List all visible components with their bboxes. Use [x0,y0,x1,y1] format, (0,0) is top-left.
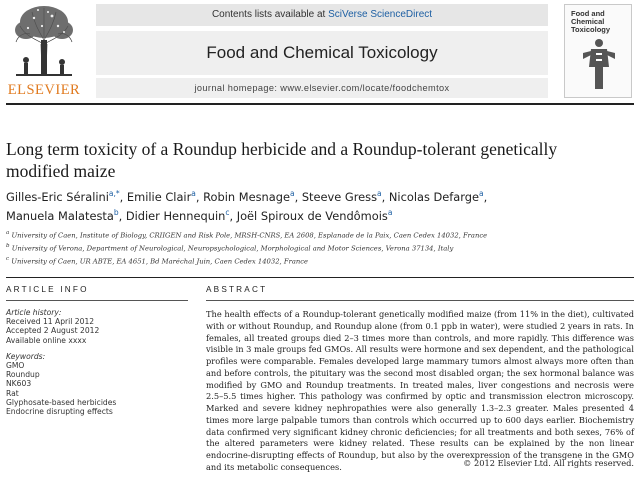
history-item: Received 11 April 2012 [6,317,95,327]
header-divider [6,103,634,105]
author-affil-sup[interactable]: a [289,189,295,198]
author-separator: , [229,208,237,223]
elsevier-logo[interactable] [6,4,82,98]
keyword[interactable]: NK603 [6,379,32,389]
author-separator: , [118,208,126,223]
body-divider [6,277,634,278]
journal-cover-thumbnail[interactable] [564,4,632,98]
keyword[interactable]: Glyphosate-based herbicides [6,397,117,407]
keyword[interactable]: Endocrine disrupting effects [6,407,113,417]
abstract-text: The health effects of a Roundup-tolerant genetically modified maize (from 11% in the diet), cultivated with or without Roundup, and Roundup alone (from 0.1 ppb in water), were studied 2 years in rats. In females, all treated groups died 2–3 times more than controls, and more rapidly. This difference was visible in 3 male groups fed GMOs. All results were hormone and sex dependent, and the pathological profiles were comparable. Females developed large mammary tumors almost always more often than and before controls, the pituitary was the second most disabled organ; the sex hormonal balance was modified by GMO and Roundup treatments. In treated males, liver congestions and necrosis were 2.5–5.5 times higher. This pathology was confirmed by optic and transmission electron microscopy. Marked and severe kidney nephropathies were also generally 1.3–2.3 greater. Males presented 4 times more large palpable tumors than controls which occurred up to 600 days earlier. Biochemistry data confirmed very significant kidney chronic deficiencies; for all treatments and both sexes, 76% of the altered parameters were kidney related. These results can be explained by the non linear endocrine-disrupting effects of Roundup, but also by the overexpression of the transgene in the GMO and its metabolic consequences. [206,309,634,472]
elsevier-wordmark: ELSEVIER [7,82,81,98]
author[interactable]: Steeve Gress$^a$ [301,189,382,204]
sciverse-sciencedirect-link[interactable]: SciVerse ScienceDirect [328,9,433,20]
contents-prefix: Contents lists available at [211,9,329,20]
author[interactable]: Robin Mesnage$^a$ [203,189,295,204]
history-item: Accepted 2 August 2012 [6,326,100,336]
author-separator: , [119,189,127,204]
journal-header [0,0,640,102]
abstract-rule [206,300,634,301]
author-separator: , [483,189,488,204]
author-affil-sup[interactable]: a [387,207,393,217]
journal-title: Food and Chemical Toxicology [96,31,548,75]
author[interactable]: Joël Spiroux de Vendômois$^a$ [236,207,393,223]
author-affil-sup[interactable]: a,* [108,189,120,198]
keywords-label: Keywords: [6,351,46,361]
copyright-notice: © 2012 Elsevier Ltd. All rights reserved. [463,458,634,468]
article-info [6,308,188,416]
cover-figure-icon [579,37,619,93]
history-item: Available online xxxx [6,335,87,345]
author-affil-sup[interactable]: a [377,189,382,198]
journal-banner [96,4,548,98]
affiliations [6,228,626,266]
affiliation: $^c$ University of Caen, UR ABTE, EA 4651, Bd Maréchal Juin, Caen Cedex 14032, France [6,255,309,265]
contents-strip [96,4,548,26]
author[interactable]: Didier Hennequin$^c$ [125,207,230,223]
author-list [6,186,626,224]
author[interactable]: Emilie Clair$^a$ [126,189,196,204]
homepage-prefix: journal homepage: [194,83,281,93]
author[interactable]: Gilles-Eric Séralini$^{a,*}$ [6,189,120,204]
cover-title: Food and Chemical Toxicology [571,9,611,34]
elsevier-tree-icon [12,4,76,78]
article-info-rule [6,300,188,301]
author-affil-sup[interactable]: c [225,207,230,217]
keyword[interactable]: Roundup [6,370,40,380]
author-affil-sup[interactable]: b [113,207,119,217]
keyword[interactable]: Rat [6,388,19,398]
author[interactable]: Manuela Malatesta$^b$ [6,207,119,223]
affiliation: $^b$ University of Verona, Department of Neurological, Neuropsychological, Morphological and Motor Sciences, Verona 37134, Italy [6,242,454,253]
author-separator: , [381,189,389,204]
author[interactable]: Nicolas Defarge$^a$ [388,189,484,204]
author-affil-sup[interactable]: a [191,189,196,198]
article-title: Long term toxicity of a Roundup herbicide and a Roundup-tolerant genetically modified maize [6,139,558,181]
author-affil-sup[interactable]: a [479,189,484,198]
homepage-url-link[interactable]: www.elsevier.com/locate/foodchemtox [280,83,450,93]
journal-homepage [96,78,548,98]
author-separator: , [294,189,302,204]
abstract-heading: ABSTRACT [206,285,268,294]
article-info-heading: ARTICLE INFO [6,285,89,294]
affiliation: $^a$ University of Caen, Institute of Biology, CRIIGEN and Risk Pole, MRSH-CNRS, EA 2608, Esplanade de la Paix, Caen Cedex 14032, France [6,230,488,240]
history-label: Article history: [6,308,62,317]
author-separator: , [195,189,204,204]
keyword[interactable]: GMO [6,361,25,371]
